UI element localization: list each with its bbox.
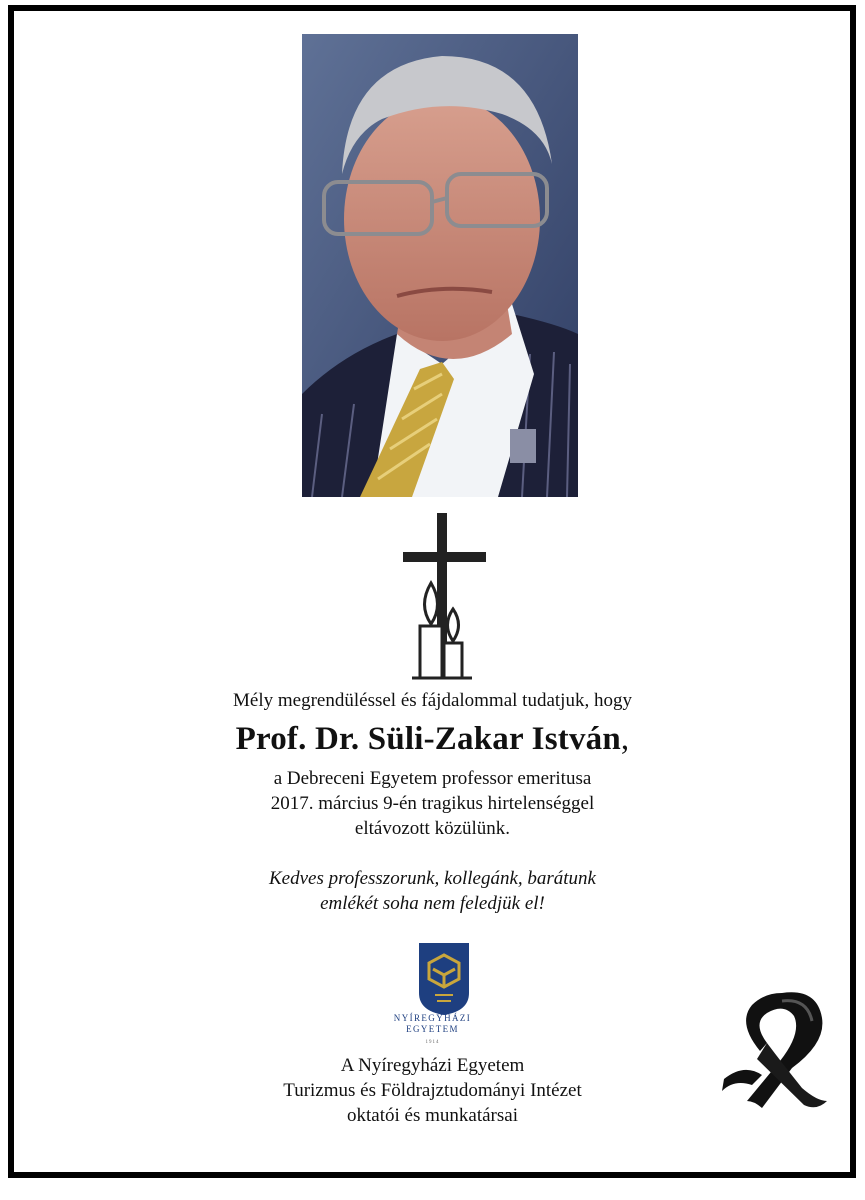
logo-name-line-1: NYÍREGYHÁZI (393, 1013, 472, 1023)
quote-line-1: Kedves professzorunk, kollegánk, barátunk (269, 868, 596, 889)
portrait-photo (302, 34, 578, 497)
quote-line-2: emlékét soha nem feledjük el! (320, 893, 545, 914)
name-comma: , (620, 721, 630, 757)
deceased-name (0, 721, 865, 758)
date-line: 2017. március 9-én tragikus hirtelenséggel (270, 793, 595, 814)
black-ribbon-icon (722, 983, 832, 1113)
title-line: a Debreceni Egyetem professor emeritusa (273, 768, 592, 789)
cross-with-candles-icon (400, 513, 490, 683)
signature-line-3: oktatói és munkatársai (347, 1105, 518, 1126)
logo-year: 1914 (425, 1040, 440, 1045)
deceased-name-text: Prof. Dr. Süli-Zakar István (235, 721, 621, 757)
passed-line: eltávozott közülünk. (354, 818, 511, 839)
signature-line-2: Turizmus és Földrajztudományi Intézet (283, 1080, 582, 1101)
signature-line-1: A Nyíregyházi Egyetem (340, 1055, 525, 1076)
logo-name-line-2: EGYETEM (406, 1024, 459, 1034)
intro-text: Mély megrendüléssel és fájdalommal tudatjuk, hogy (233, 690, 632, 711)
